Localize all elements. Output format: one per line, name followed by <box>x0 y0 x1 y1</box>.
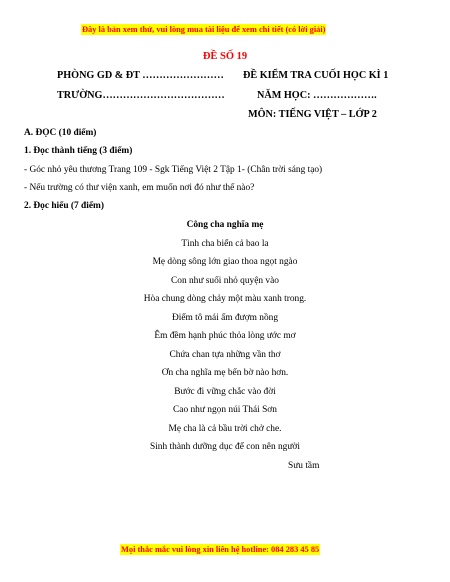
poem-line: Mẹ dòng sông lớn giao thoa ngọt ngào <box>152 257 298 267</box>
exam-type-label: ĐỀ KIỂM TRA CUỐI HỌC KÌ 1 <box>243 70 389 81</box>
preview-notice-banner: Đây là bản xem thử, vui lòng mua tài liệu để xem chi tiết (có lời giải) <box>82 25 326 34</box>
poem-line: Sinh thành dưỡng dục để con nên người <box>149 442 300 452</box>
poem-line: Bước đi vững chắc vào đời <box>174 387 276 397</box>
section-a-heading: A. ĐỌC (10 điểm) <box>24 128 97 138</box>
hotline-banner: Mọi thắc mắc vui lòng xin liên hệ hotline: 084 283 45 85 <box>121 545 320 554</box>
poem-line: Ơn cha nghĩa mẹ bến bờ nào hơn. <box>161 368 289 378</box>
poem-attribution: Sưu tầm <box>288 461 320 471</box>
school-year-label: NĂM HỌC: ………………. <box>257 90 377 101</box>
school-label: TRƯỜNG……………………………… <box>57 90 225 101</box>
poem-line: Con như suối nhỏ quyện vào <box>171 276 279 286</box>
poem-line: Tình cha biển cả bao la <box>181 239 269 249</box>
part1-line: - Nếu trường có thư viện xanh, em muốn nơi đó như thế nào? <box>24 183 255 193</box>
subject-label: MÔN: TIẾNG VIỆT – LỚP 2 <box>248 109 377 120</box>
department-label: PHÒNG GD & ĐT …………………… <box>57 70 224 81</box>
exam-number-title: ĐỀ SỐ 19 <box>202 51 248 62</box>
part1-line: - Góc nhỏ yêu thương Trang 109 - Sgk Tiếng Việt 2 Tập 1- (Chân trời sáng tạo) <box>24 165 323 175</box>
poem-title: Công cha nghĩa mẹ <box>186 220 264 230</box>
poem-line: Mẹ cha là cả bầu trời chở che. <box>168 424 282 434</box>
poem-line: Êm đềm hạnh phúc thỏa lòng ước mơ <box>154 331 296 341</box>
poem-line: Chứa chan tựa những vần thơ <box>169 350 281 360</box>
poem-line: Cao như ngọn núi Thái Sơn <box>173 405 277 415</box>
poem-line: Hòa chung dòng chảy một màu xanh trong. <box>143 294 307 304</box>
part2-heading: 2. Đọc hiểu (7 điểm) <box>24 201 104 211</box>
part1-heading: 1. Đọc thành tiếng (3 điểm) <box>24 146 133 156</box>
poem-line: Điểm tô mái ấm đượm nồng <box>171 313 279 323</box>
